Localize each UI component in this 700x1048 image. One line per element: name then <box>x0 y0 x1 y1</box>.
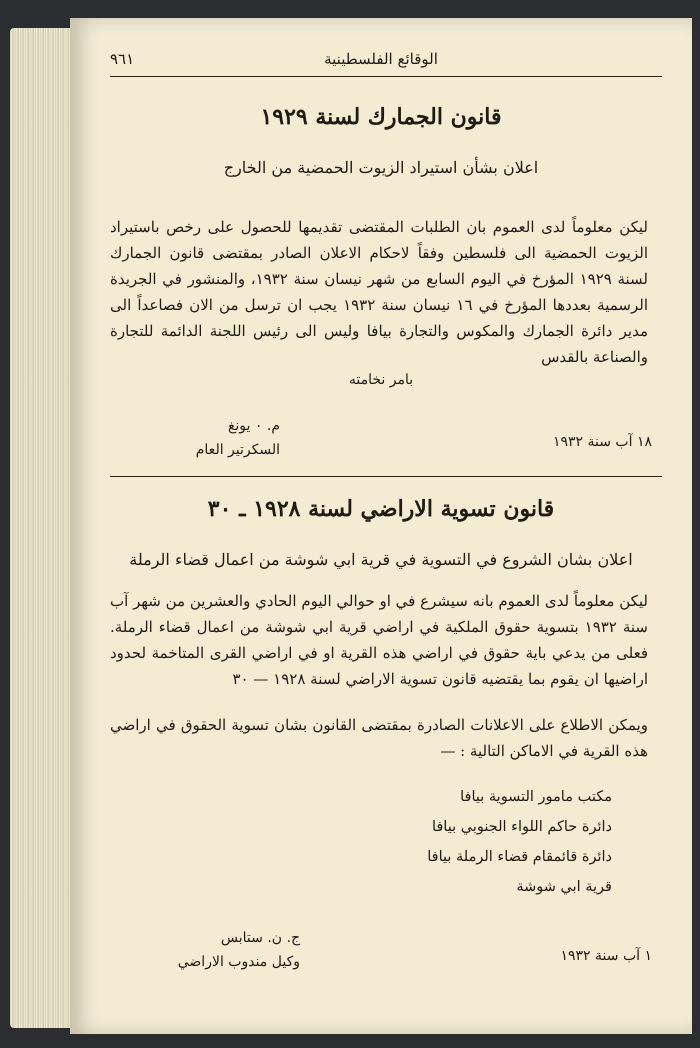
section2-date: ١ آب سنة ١٩٣٢ <box>560 948 652 964</box>
page-number: ٩٦١ <box>110 50 135 68</box>
section2-subtitle: اعلان بشان الشروع في التسوية في قرية ابي شوشة من اعمال قضاء الرملة <box>129 550 633 569</box>
header-rule <box>110 76 662 77</box>
section1-signatory-name: م. ٠ يونغ <box>227 418 280 434</box>
section2-paragraph-2: ويمكن الاطلاع على الاعلانات الصادرة بمقتضى القانون بشان تسوية الحقوق في اراضي هذه القرية في الاماكن التالية : — <box>110 716 648 760</box>
section2-signatory-name: ج. ن. ستابس <box>220 930 300 946</box>
location-item: دائرة قائمقام قضاء الرملة بيافا <box>427 849 612 865</box>
location-item: دائرة حاكم اللواء الجنوبي بيافا <box>431 819 612 835</box>
section1-date: ١٨ آب سنة ١٩٣٢ <box>552 434 652 450</box>
section1-subtitle: اعلان بشأن استيراد الزيوت الحمضية من الخارج <box>223 158 539 177</box>
section-divider <box>110 476 662 477</box>
location-item: قرية ابي شوشة <box>516 879 612 895</box>
section1-paragraph: ليكن معلوماً لدى العموم بان الطلبات المقتضى تقديمها للحصول على رخص باستيراد الزيوت الحمضية الى فلسطين وفقاً لاحكام الاعلان الصادر بمقتضى قانون الجمارك لسنة ١٩٢٩ المؤرخ في اليوم السابع من شهر نيسان سنة ١٩٣٢، والمنشور في الجريدة الرسمية بعددها المؤرخ في ١٦ نيسان سنة ١٩٣٢ يجب ان ترسل من الان فصاعداً الى مدير دائرة الجمارك والمكوس والتجارة بيافا وليس الى رئيس اللجنة الدائمة للتجارة والصناعة بالقدس <box>110 218 648 366</box>
section1-order-line: بامر نخامته <box>348 372 414 388</box>
section2-signatory-title: وكيل مندوب الاراضي <box>177 954 300 970</box>
section2-paragraph-1: ليكن معلوماً لدى العموم بانه سيشرع في او حوالي اليوم الحادي والعشرين من شهر آب سنة ١٩٣٢ بتسوية حقوق الملكية في اراضي قرية ابي شوشة من اعمال قضاء الرملة. فعلى من يدعي باية حقوق في اراضي هذه القرية او في اراضي القرى المتاخمة لحدود اراضيها ان يقوم بما يقتضيه قانون تسوية الاراضي لسنة ١٩٢٨ — ٣٠ <box>110 592 648 688</box>
location-item: مكتب مامور التسوية بيافا <box>460 789 612 805</box>
section1-title: قانون الجمارك لسنة ١٩٢٩ <box>260 104 502 130</box>
running-header-title: الوقائع الفلسطينية <box>324 50 438 68</box>
section2-title: قانون تسوية الاراضي لسنة ١٩٢٨ ـ ٣٠ <box>207 496 555 522</box>
document-page <box>70 18 692 1034</box>
section1-signatory-title: السكرتير العام <box>195 442 280 458</box>
